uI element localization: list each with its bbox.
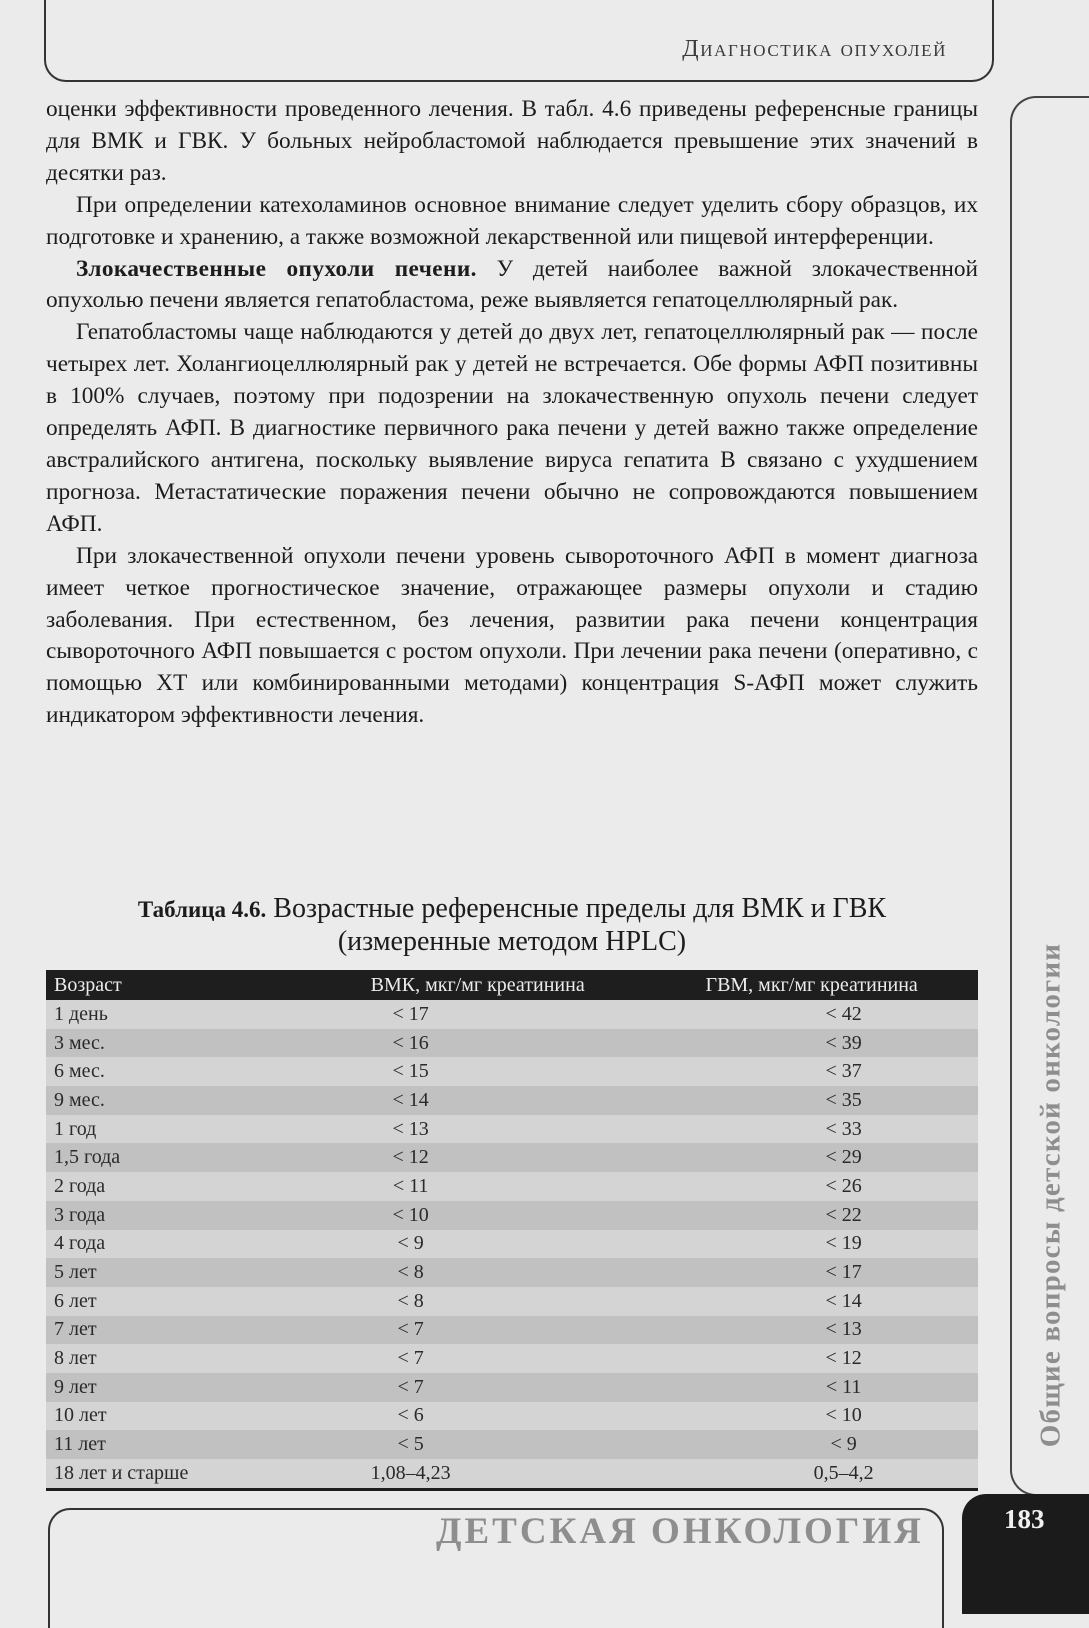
gvm-cell: < 29 (645, 1143, 978, 1172)
column-header-gvm: ГВМ, мкг/мг креатинина (645, 970, 978, 1000)
vmk-cell: < 13 (310, 1115, 645, 1144)
age-cell: 1 день (46, 1000, 310, 1029)
paragraph: оценки эффективности проведенного лечения. В табл. 4.6 приведены референсные границы для ВМК и ГВК. У больных нейробластомой наблюдается превышение этих значений в десятки раз. (46, 96, 978, 186)
paragraph-text: У детей наиболее важной злокачественной опухолью печени является гепатобластома, реже выявляется гепатоцеллюлярный рак. (46, 255, 978, 314)
section-heading: Злокачественные опухоли печени. (76, 255, 477, 282)
vmk-cell: < 8 (310, 1287, 645, 1316)
table-label: Таблица 4.6. (137, 897, 267, 922)
table-row (46, 1230, 978, 1259)
table-row (46, 1344, 978, 1373)
age-cell: 1,5 года (46, 1143, 310, 1172)
table-body (46, 1000, 978, 1489)
gvm-cell: < 10 (645, 1402, 978, 1431)
gvm-cell: < 19 (645, 1230, 978, 1259)
table-row (46, 1459, 978, 1489)
age-cell: 11 лет (46, 1430, 310, 1459)
vmk-cell: < 6 (310, 1402, 645, 1431)
table-row (46, 1000, 978, 1029)
age-cell: 8 лет (46, 1344, 310, 1373)
gvm-cell: < 37 (645, 1057, 978, 1086)
table-row (46, 1172, 978, 1201)
age-cell: 9 мес. (46, 1086, 310, 1115)
column-header-vmk: ВМК, мкг/мг креатинина (310, 970, 645, 1000)
age-cell: 9 лет (46, 1373, 310, 1402)
vmk-cell: < 10 (310, 1201, 645, 1230)
gvm-cell: < 9 (645, 1430, 978, 1459)
table-row (46, 1201, 978, 1230)
table-header-row (46, 970, 978, 1000)
gvm-cell: < 12 (645, 1344, 978, 1373)
table-row (46, 1430, 978, 1459)
reference-table (46, 970, 978, 1491)
gvm-cell: < 39 (645, 1029, 978, 1058)
gvm-cell: < 17 (645, 1258, 978, 1287)
age-cell: 7 лет (46, 1316, 310, 1345)
gvm-cell: < 35 (645, 1086, 978, 1115)
gvm-cell: < 14 (645, 1287, 978, 1316)
table-subtitle: (измеренные методом HPLC) (337, 926, 687, 957)
age-cell: 3 мес. (46, 1029, 310, 1058)
vmk-cell: < 16 (310, 1029, 645, 1058)
page-number: 183 (1004, 1504, 1045, 1534)
vmk-cell: < 5 (310, 1430, 645, 1459)
paragraph: Гепатобластомы чаще наблюдаются у детей до двух лет, гепатоцеллюлярный рак — после четырех лет. Холангиоцеллюлярный рак у детей не встречается. Обе формы АФП позитивны в 100% случаев, поэтому при подозрении на злокачественную опухоль печени следует определять АФП. В диагностике первичного рака печени у детей важно также определение австралийского антигена, поскольку выявление вируса гепатита В связано с ухудшением прогноза. Метастатические поражения печени обычно не сопровождаются повышением АФП. (46, 319, 978, 537)
age-cell: 6 лет (46, 1287, 310, 1316)
table-row (46, 1287, 978, 1316)
gvm-cell: 0,5–4,2 (645, 1459, 978, 1489)
main-text (46, 94, 978, 732)
table-row (46, 1115, 978, 1144)
paragraph: При злокачественной опухоли печени уровень сывороточного АФП в момент диагноза имеет четкое прогностическое значение, отражающее размеры опухоли и стадию заболевания. При естественном, без лечения, развитии рака печени концентрация сывороточного АФП повышается с ростом опухоли. При лечении рака печени (оперативно, с помощью ХТ или комбинированными методами) концентрация S-АФП может служить индикатором эффективности лечения. (46, 542, 978, 729)
vmk-cell: < 7 (310, 1344, 645, 1373)
gvm-cell: < 22 (645, 1201, 978, 1230)
table-row (46, 1057, 978, 1086)
table-row (46, 1373, 978, 1402)
age-cell: 18 лет и старше (46, 1459, 310, 1489)
vmk-cell: < 15 (310, 1057, 645, 1086)
age-cell: 1 год (46, 1115, 310, 1144)
age-cell: 4 года (46, 1230, 310, 1259)
book-title: ДЕТСКАЯ ОНКОЛОГИЯ (436, 1511, 924, 1552)
table-row (46, 1029, 978, 1058)
vmk-cell: < 12 (310, 1143, 645, 1172)
running-head: Диагностика опухолей (682, 36, 947, 62)
table-row (46, 1143, 978, 1172)
table-caption (46, 893, 978, 958)
paragraph: При определении катехоламинов основное внимание следует уделить сбору образцов, их подготовке и хранению, а также возможной лекарственной или пищевой интерференции. (46, 191, 978, 250)
table-row (46, 1258, 978, 1287)
side-title-area (1016, 900, 1086, 1490)
liver-paragraph (46, 254, 978, 318)
gvm-cell: < 11 (645, 1373, 978, 1402)
gvm-cell: < 13 (645, 1316, 978, 1345)
age-cell: 5 лет (46, 1258, 310, 1287)
age-cell: 2 года (46, 1172, 310, 1201)
table-row (46, 1086, 978, 1115)
table-row (46, 1316, 978, 1345)
table-title: Возрастные референсные пределы для ВМК и ГВК (266, 893, 887, 924)
age-cell: 6 мес. (46, 1057, 310, 1086)
vmk-cell: < 7 (310, 1373, 645, 1402)
vmk-cell: < 8 (310, 1258, 645, 1287)
vmk-cell: 1,08–4,23 (310, 1459, 645, 1489)
gvm-cell: < 42 (645, 1000, 978, 1029)
vmk-cell: < 9 (310, 1230, 645, 1259)
table-row (46, 1402, 978, 1431)
vmk-cell: < 17 (310, 1000, 645, 1029)
side-title: Общие вопросы детской онкологии (1034, 942, 1067, 1448)
age-cell: 3 года (46, 1201, 310, 1230)
vmk-cell: < 11 (310, 1172, 645, 1201)
gvm-cell: < 33 (645, 1115, 978, 1144)
age-cell: 10 лет (46, 1402, 310, 1431)
column-header-age: Возраст (46, 970, 310, 1000)
gvm-cell: < 26 (645, 1172, 978, 1201)
vmk-cell: < 14 (310, 1086, 645, 1115)
vmk-cell: < 7 (310, 1316, 645, 1345)
